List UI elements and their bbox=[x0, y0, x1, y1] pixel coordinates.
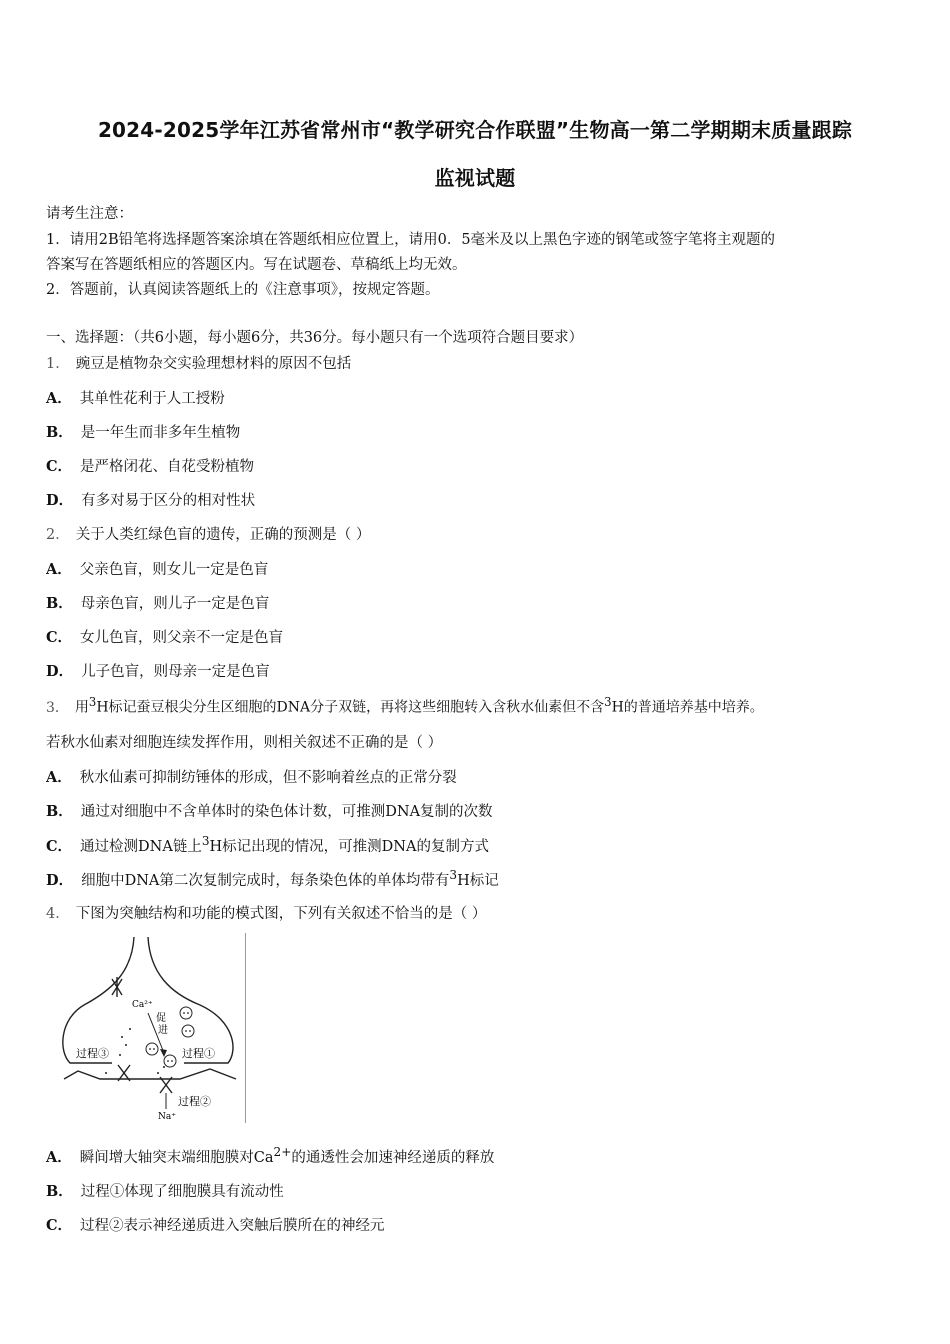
option-label: B． bbox=[46, 595, 73, 612]
question-number: 3． bbox=[46, 699, 69, 716]
question-text: H的普通培养基中培养。 bbox=[611, 699, 764, 716]
exam-title-line2: 监视试题 bbox=[434, 166, 516, 190]
notice-heading: 请考生注意： bbox=[46, 206, 133, 222]
q3-option-d bbox=[46, 868, 499, 890]
q4-option-a bbox=[46, 1145, 494, 1167]
superscript: 3 bbox=[201, 834, 210, 848]
option-text: 有多对易于区分的相对性状 bbox=[81, 493, 256, 509]
superscript: 3 bbox=[449, 868, 458, 882]
process-2-label: 过程② bbox=[178, 1095, 211, 1108]
option-text: 通过对细胞中不含单体时的染色体计数，可推测DNA复制的次数 bbox=[80, 804, 493, 820]
option-text: 过程②表示神经递质进入突触后膜所在的神经元 bbox=[80, 1218, 385, 1234]
postsynaptic-membrane bbox=[64, 1069, 236, 1079]
q2-option-a bbox=[46, 558, 268, 579]
question-2-stem bbox=[46, 523, 370, 544]
option-label: A． bbox=[46, 769, 72, 786]
option-text: 其单性花利于人工授粉 bbox=[79, 391, 225, 407]
question-text: 关于人类红绿色盲的遗传，正确的预测是（ ） bbox=[75, 527, 371, 543]
option-text: 细胞中DNA第二次复制完成时，每条染色体的单体均带有 bbox=[81, 872, 450, 889]
process-1-label: 过程① bbox=[182, 1047, 215, 1060]
question-3-stem bbox=[46, 695, 764, 717]
vesicle-dots bbox=[105, 1012, 191, 1074]
option-text: 通过检测DNA链上 bbox=[80, 838, 202, 855]
q1-option-d bbox=[46, 489, 255, 510]
calcium-channel-icon bbox=[112, 977, 122, 997]
q2-option-b bbox=[46, 592, 269, 613]
option-label: C． bbox=[46, 1217, 73, 1234]
promote-label-2: 进 bbox=[158, 1025, 168, 1036]
option-text: 父亲色盲，则女儿一定是色盲 bbox=[79, 562, 269, 578]
option-text: 母亲色盲，则儿子一定是色盲 bbox=[80, 596, 270, 612]
q1-option-a bbox=[46, 387, 225, 408]
notice-item1-a: 1．请用2B铅笔将选择题答案涂填在答题纸相应位置上，请用0．5毫米及以上黑色字迹的钢笔或签字笔将主观题的 bbox=[46, 232, 776, 248]
q3-option-b bbox=[46, 800, 493, 821]
promote-arrowhead bbox=[160, 1049, 167, 1057]
option-text: H标记 bbox=[457, 872, 499, 889]
question-3-stem-cont: 若秋水仙素对细胞连续发挥作用，则相关叙述不正确的是（ ） bbox=[46, 735, 443, 751]
superscript: 3 bbox=[604, 695, 612, 709]
question-text: H标记蚕豆根尖分生区细胞的DNA分子双链，再将这些细胞转入含秋水仙素但不含 bbox=[96, 699, 605, 716]
option-text: 儿子色盲，则母亲一定是色盲 bbox=[81, 664, 270, 680]
q4-option-b bbox=[46, 1180, 284, 1201]
option-text: 的通透性会加速神经递质的释放 bbox=[291, 1149, 495, 1166]
option-label: C． bbox=[46, 629, 73, 646]
notice-item2: 2．答题前，认真阅读答题纸上的《注意事项》，按规定答题。 bbox=[46, 282, 440, 298]
option-label: B． bbox=[46, 424, 73, 441]
promote-label-1: 促 bbox=[156, 1013, 166, 1024]
question-text: 下图为突触结构和功能的模式图，下列有关叙述不恰当的是（ ） bbox=[75, 906, 487, 922]
q4-option-c bbox=[46, 1214, 385, 1235]
q2-option-d bbox=[46, 660, 270, 681]
option-text: 是严格闭花、自花受粉植物 bbox=[80, 459, 255, 475]
option-label: A． bbox=[46, 1148, 72, 1166]
notice-item1-b: 答案写在答题纸相应的答题区内。写在试题卷、草稿纸上均无效。 bbox=[46, 257, 467, 273]
question-text: 用 bbox=[74, 699, 89, 716]
q2-option-c bbox=[46, 626, 283, 647]
option-text: 秋水仙素可抑制纺锤体的形成，但不影响着丝点的正常分裂 bbox=[79, 770, 457, 786]
question-number: 4． bbox=[46, 906, 70, 922]
option-text: 是一年生而非多年生植物 bbox=[80, 425, 241, 441]
option-label: D． bbox=[46, 663, 74, 680]
option-text: H标记出现的情况，可推测DNA的复制方式 bbox=[209, 838, 489, 855]
question-text: 豌豆是植物杂交实验理想材料的原因不包括 bbox=[75, 356, 352, 372]
q3-option-a bbox=[46, 766, 457, 787]
axon-terminal-outline-left bbox=[63, 937, 134, 1063]
sodium-label: Na⁺ bbox=[158, 1112, 176, 1122]
option-label: C． bbox=[46, 837, 73, 855]
option-label: B． bbox=[46, 1183, 73, 1200]
superscript: 3 bbox=[88, 695, 97, 709]
q1-option-c bbox=[46, 455, 254, 476]
option-label: C． bbox=[46, 458, 73, 475]
question-4-stem bbox=[46, 902, 486, 923]
figure-divider bbox=[245, 933, 246, 1123]
option-text: 瞬间增大轴突末端细胞膜对Ca bbox=[79, 1149, 274, 1166]
option-label: A． bbox=[46, 390, 72, 407]
option-label: B． bbox=[46, 803, 73, 820]
question-1-stem bbox=[46, 352, 351, 373]
section-heading: 一、选择题：（共6小题，每小题6分，共36分。每小题只有一个选项符合题目要求） bbox=[46, 330, 584, 346]
superscript: 2+ bbox=[273, 1145, 292, 1159]
calcium-label: Ca²⁺ bbox=[132, 1000, 153, 1010]
exam-title-line1: 2024-2025学年江苏省常州市“教学研究合作联盟”生物高一第二学期期末质量跟踪 bbox=[97, 118, 853, 142]
option-label: D． bbox=[46, 492, 74, 509]
question-number: 2． bbox=[46, 527, 70, 543]
q1-option-b bbox=[46, 421, 240, 442]
question-number: 1． bbox=[46, 356, 70, 372]
option-label: D． bbox=[46, 871, 74, 889]
option-label: A． bbox=[46, 561, 72, 578]
option-text: 女儿色盲，则父亲不一定是色盲 bbox=[80, 630, 284, 646]
synapse-diagram-svg bbox=[60, 933, 250, 1125]
synapse-diagram bbox=[60, 933, 250, 1125]
q3-option-c bbox=[46, 834, 489, 856]
process-3-label: 过程③ bbox=[76, 1047, 109, 1060]
option-text: 过程①体现了细胞膜具有流动性 bbox=[80, 1184, 284, 1200]
